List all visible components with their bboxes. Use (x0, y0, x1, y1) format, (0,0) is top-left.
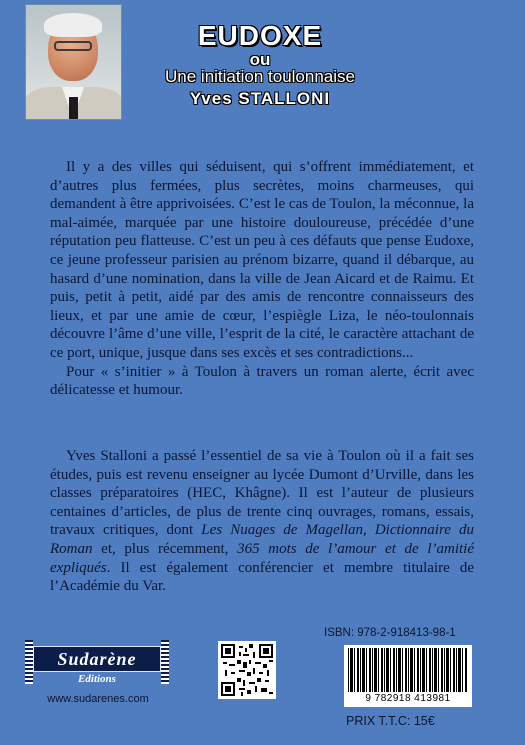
barcode-digits: 9 782918 413981 (365, 693, 451, 704)
logo-left-stripe (25, 640, 33, 684)
book-subtitle: Une initiation toulonnaise (165, 67, 355, 86)
synopsis-closing: Pour « s’initier » à Toulon à travers un roman alerte, écrit avec délicatesse et humour. (50, 363, 474, 399)
author-portrait (25, 4, 122, 120)
bio-part2: et, plus récemment, (92, 540, 238, 557)
book-title: EUDOXE (197, 20, 323, 51)
portrait-tie (69, 97, 78, 120)
barcode-bars (348, 648, 468, 692)
bio-part3: . Il est également conférencier et membre titulaire de l’Académie du Var. (50, 559, 474, 595)
bio-work1: Les Nuages de Magellan, Dictionnaire du Roman (50, 522, 474, 557)
synopsis-body: Il y a des villes qui séduisent, qui s’offrent immédiatement, et d’autres plus fermées, plus secrètes, moins charmeuses, qui demandent à être apprivoisées. C’est le cas de Toulon, la méconnue, la mal-aimée, marquée par une histoire douloureuse, précédée d’une réputation peu flatteuse. C’est un peu à ces défauts que pense Eudoxe, ce jeune professeur parisien au prénom bizarre, quand il débarque, au hasard d’une nomination, dans la ville de Jean Aicard et de Raimu. Et puis, petit à petit, aidé par des amis de rencontre connaisseurs des lieux, et par une amie de cœur, l’espiègle Liza, le néo-toulonnais découvre l’âme d’une ville, l’esprit de la cité, le caractère attachant de ce port, unique, jusque dans ses excès et ses contradictions... (50, 159, 474, 361)
publisher-website[interactable]: www.sudarenes.com (47, 693, 149, 705)
price-label: PRIX T.T.C: 15€ (346, 714, 435, 728)
bio-work2: 365 mots de l’amour et de l’amitié expliqués (50, 540, 474, 576)
qr-code (218, 641, 276, 699)
barcode (344, 645, 472, 707)
portrait-glasses (54, 41, 92, 51)
author-bio (50, 447, 474, 596)
publisher-logo (33, 640, 161, 690)
bio-part1: Yves Stalloni a passé l’essentiel de sa vie à Toulon où il a fait ses études, puis est revenu enseigner au lycée Dumont d’Urville, dans les classes préparatoires (HEC, Khâgne). Il est l’auteur de plusieurs centaines d’articles, de plus de trente cinq ouvrages, romans, essais, travaux critiques, dont (50, 448, 474, 539)
isbn-label: ISBN: 978-2-918413-98-1 (324, 627, 456, 639)
publisher-sub: Editions (78, 673, 116, 685)
qr-code-icon (221, 644, 273, 696)
portrait-hair (44, 13, 102, 37)
logo-right-stripe (161, 640, 169, 684)
synopsis-text (50, 158, 474, 400)
author-name: Yves STALLONI (189, 89, 331, 108)
title-conjunction: ou (249, 50, 271, 69)
publisher-name: Sudarène (33, 646, 161, 672)
